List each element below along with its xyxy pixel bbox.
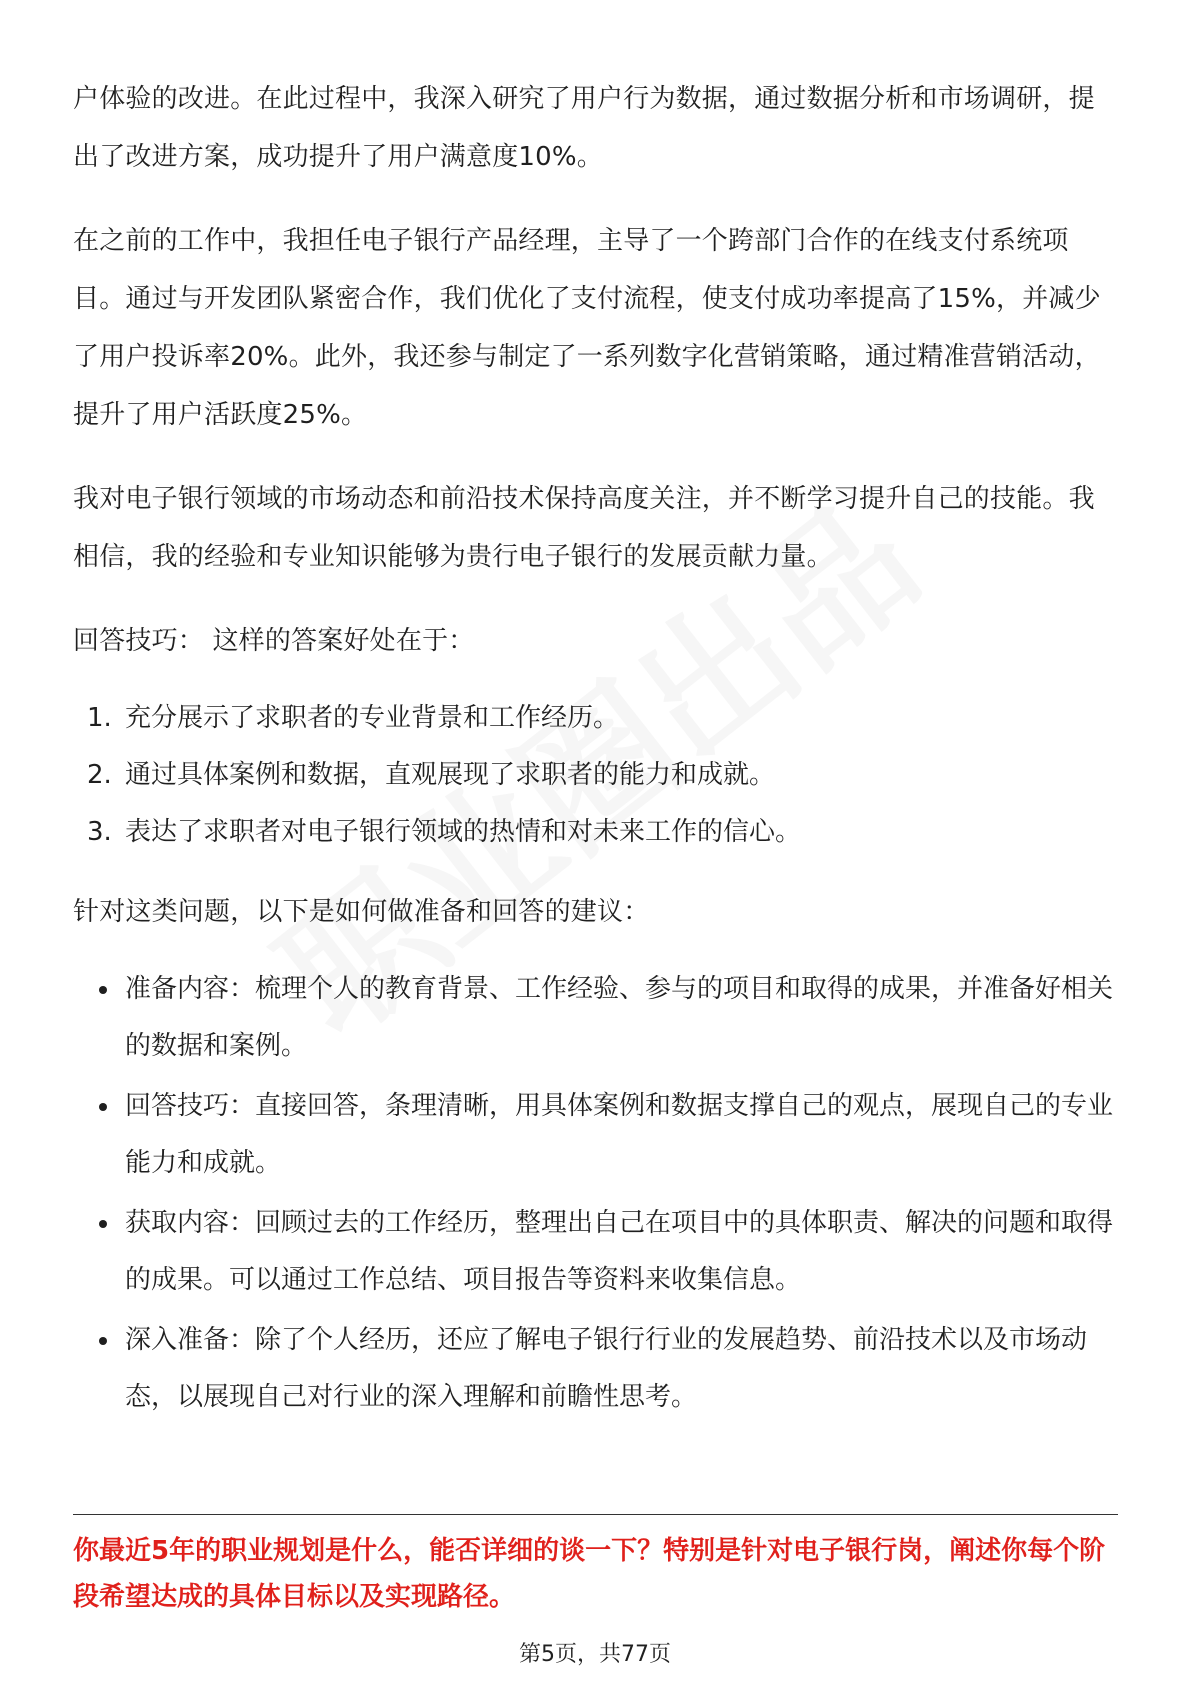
bullet-icon [99,1220,107,1228]
section-divider [73,1514,1118,1515]
advice-item [73,1078,1118,1192]
advice-item-text: 深入准备：除了个人经历，还应了解电子银行行业的发展趋势、前沿技术以及市场动态，以展现自己对行业的深入理解和前瞻性思考。 [125,1325,1088,1412]
tips-item [73,690,1118,747]
paragraph-1: 户体验的改进。在此过程中，我深入研究了用户行为数据，通过数据分析和市场调研，提出了改进方案，成功提升了用户满意度10%。 [73,84,1095,172]
tips-item-number: 3. [87,817,112,847]
advice-item [73,961,1118,1075]
tips-item [73,747,1118,804]
advice-intro: 针对这类问题，以下是如何做准备和回答的建议： [73,897,650,927]
paragraph-3: 我对电子银行领域的市场动态和前沿技术保持高度关注，并不断学习提升自己的技能。我相信，我的经验和专业知识能够为贵行电子银行的发展贡献力量。 [73,484,1095,572]
advice-item-text: 准备内容：梳理个人的教育背景、工作经验、参与的项目和取得的成果，并准备好相关的数据和案例。 [125,974,1114,1061]
tips-item-text: 充分展示了求职者的专业背景和工作经历。 [125,703,620,733]
tips-item-text: 表达了求职者对电子银行领域的热情和对未来工作的信心。 [125,817,802,847]
tips-list [73,690,1118,861]
advice-item [73,1312,1118,1426]
next-question-heading: 你最近5年的职业规划是什么，能否详细的谈一下？特别是针对电子银行岗，阐述你每个阶段希望达成的具体目标以及实现路径。 [73,1536,1106,1612]
bullet-icon [99,986,107,994]
tips-item-number: 2. [87,760,112,790]
advice-item-text: 回答技巧：直接回答，条理清晰，用具体案例和数据支撑自己的观点，展现自己的专业能力和成就。 [125,1091,1114,1178]
advice-list [73,961,1118,1426]
document-body [73,70,1118,1429]
advice-item-text: 获取内容：回顾过去的工作经历，整理出自己在项目中的具体职责、解决的问题和取得的成果。可以通过工作总结、项目报告等资料来收集信息。 [125,1208,1114,1295]
tips-item-text: 通过具体案例和数据，直观展现了求职者的能力和成就。 [125,760,776,790]
page-number: 第5页，共77页 [519,1642,671,1667]
advice-item [73,1195,1118,1309]
bullet-icon [99,1337,107,1345]
tips-intro: 回答技巧： 这样的答案好处在于： [73,626,475,656]
paragraph-2: 在之前的工作中，我担任电子银行产品经理，主导了一个跨部门合作的在线支付系统项目。通过与开发团队紧密合作，我们优化了支付流程，使支付成功率提高了15%，并减少了用户投诉率20%。此外，我还参与制定了一系列数字化营销策略，通过精准营销活动，提升了用户活跃度25%。 [73,226,1101,430]
tips-item [73,804,1118,861]
bullet-icon [99,1103,107,1111]
tips-item-number: 1. [87,703,112,733]
